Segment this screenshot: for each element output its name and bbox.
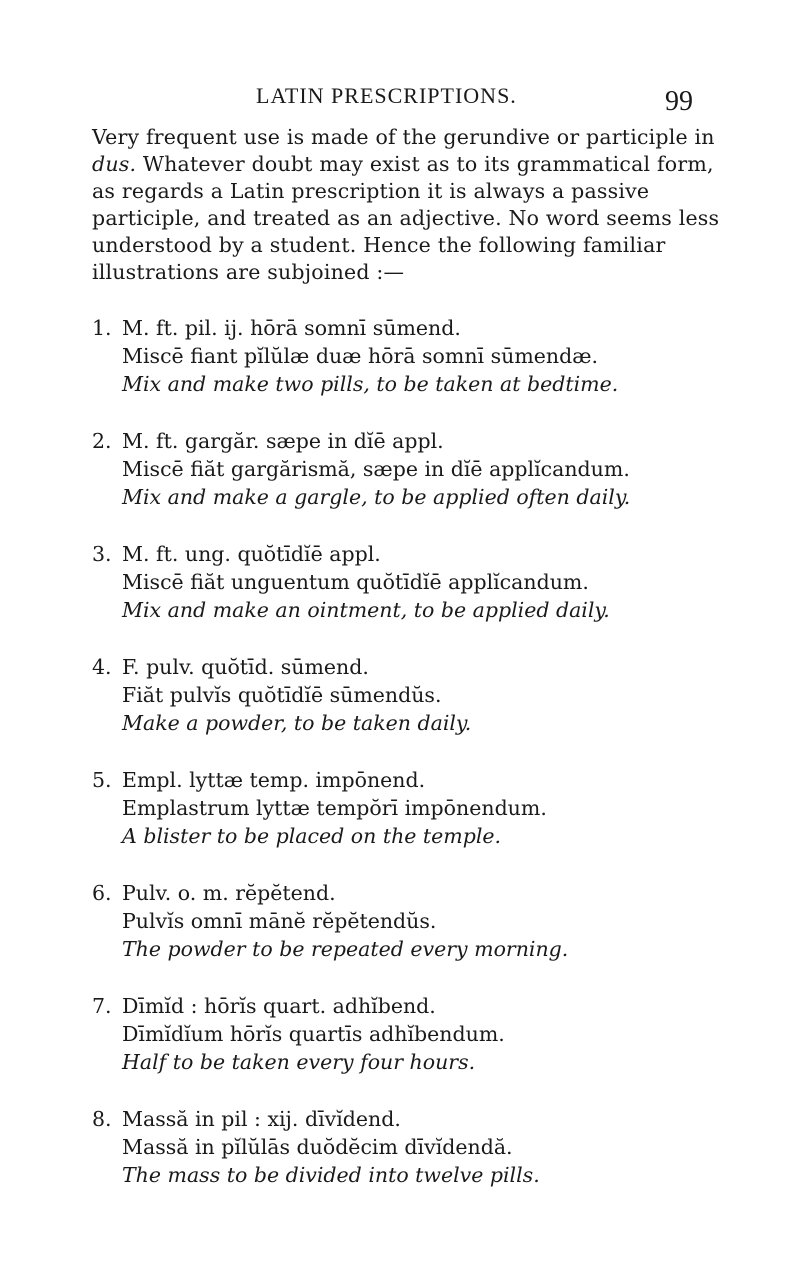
abbreviated-prescription: Pulv. o. m. rĕpĕtend. <box>122 881 336 905</box>
abbreviated-prescription: Massă in pil : xij. dīvĭdend. <box>122 1107 401 1131</box>
english-translation: Half to be taken every four hours. <box>122 1050 476 1074</box>
intro-text-start: Very frequent use is made of the gerundive or participle in <box>92 125 715 149</box>
item-number: 5. <box>92 768 112 792</box>
abbreviated-prescription: Dīmĭd : hōrĭs quart. adhĭbend. <box>122 994 436 1018</box>
english-translation: Mix and make two pills, to be taken at bedtime. <box>122 372 619 396</box>
item-number: 1. <box>92 316 112 340</box>
abbreviated-prescription: F. pulv. quŏtīd. sūmend. <box>122 655 369 679</box>
abbreviated-prescription: M. ft. pil. ij. hōrā somnī sūmend. <box>122 316 461 340</box>
prescription-item <box>92 768 752 881</box>
item-number: 8. <box>92 1107 112 1131</box>
prescription-item <box>92 542 752 655</box>
full-latin-prescription: Miscē fiăt unguentum quŏtīdĭē applĭcandum. <box>122 570 589 594</box>
full-latin-prescription: Miscē fiant pĭlŭlæ duæ hōrā somnī sūmendæ. <box>122 344 599 368</box>
english-translation: A blister to be placed on the temple. <box>122 824 502 848</box>
full-latin-prescription: Massă in pĭlŭlās duŏdĕcim dīvĭdendă. <box>122 1135 513 1159</box>
full-latin-prescription: Pulvĭs omnī mānĕ rĕpĕtendŭs. <box>122 909 437 933</box>
item-number: 4. <box>92 655 112 679</box>
running-title: LATIN PRESCRIPTIONS. <box>256 83 517 108</box>
item-number: 3. <box>92 542 112 566</box>
prescription-item <box>92 994 752 1107</box>
prescription-item <box>92 655 752 768</box>
prescription-item <box>92 1107 752 1220</box>
abbreviated-prescription: Empl. lyttæ temp. impōnend. <box>122 768 426 792</box>
prescription-item <box>92 881 752 994</box>
intro-paragraph <box>92 124 738 286</box>
english-translation: Mix and make an ointment, to be applied daily. <box>122 598 610 622</box>
prescription-list <box>92 316 752 1220</box>
english-translation: Mix and make a gargle, to be applied often daily. <box>122 485 631 509</box>
full-latin-prescription: Emplastrum lyttæ tempŏrī impōnendum. <box>122 796 547 820</box>
prescription-item <box>92 429 752 542</box>
full-latin-prescription: Miscē fiăt gargărismă, sæpe in dĭē applĭcandum. <box>122 457 630 481</box>
intro-italic-term: dus. <box>92 152 137 176</box>
abbreviated-prescription: M. ft. ung. quŏtīdĭē appl. <box>122 542 381 566</box>
abbreviated-prescription: M. ft. gargăr. sæpe in dĭē appl. <box>122 429 444 453</box>
prescription-item <box>92 316 752 429</box>
item-number: 6. <box>92 881 112 905</box>
item-number: 7. <box>92 994 112 1018</box>
item-number: 2. <box>92 429 112 453</box>
full-latin-prescription: Fiăt pulvĭs quŏtīdĭē sūmendŭs. <box>122 683 442 707</box>
intro-text-rest: Whatever doubt may exist as to its grammatical form, as regards a Latin prescription it is always a passive participle, and treated as an adjective. No word seems less understood by a student. Hence the following familiar illustrations are subjoined :— <box>92 152 720 284</box>
english-translation: The mass to be divided into twelve pills. <box>122 1163 540 1187</box>
english-translation: The powder to be repeated every morning. <box>122 937 569 961</box>
english-translation: Make a powder, to be taken daily. <box>122 711 472 735</box>
page-number: 99 <box>665 86 693 117</box>
full-latin-prescription: Dīmĭdĭum hōrĭs quartīs adhĭbendum. <box>122 1022 505 1046</box>
